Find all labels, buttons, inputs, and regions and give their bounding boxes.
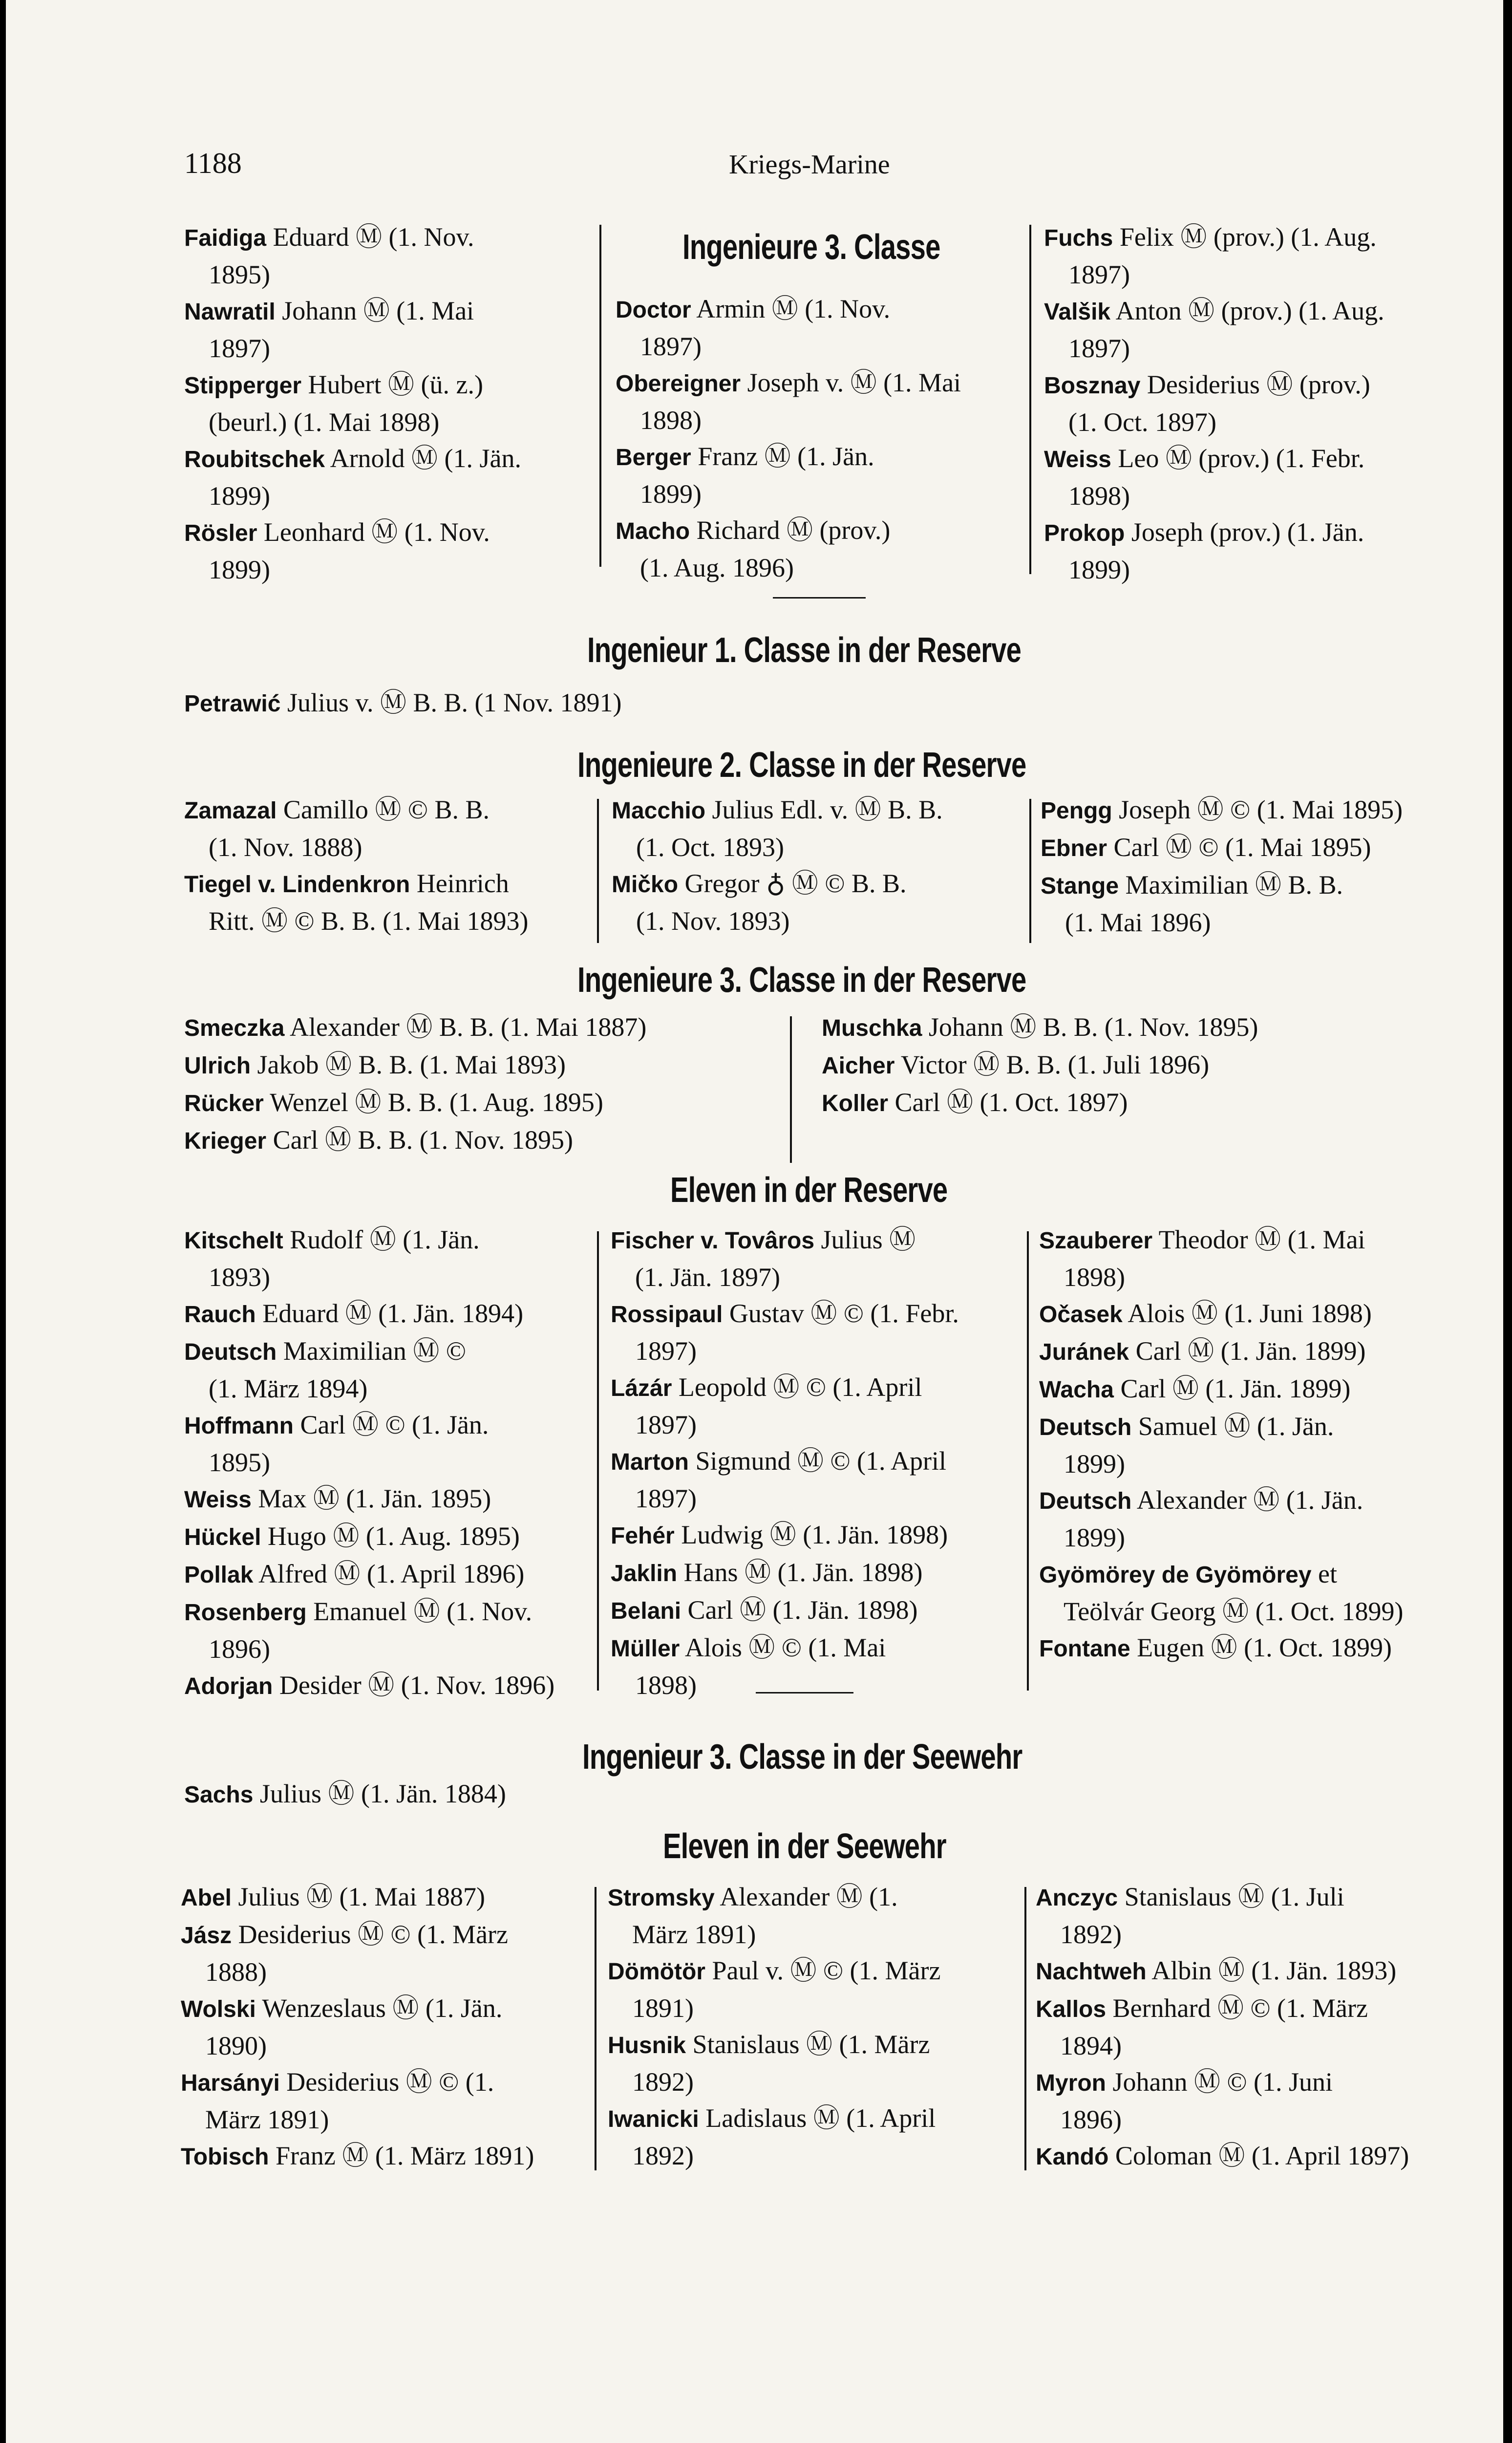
entry-continuation: 1892) [632, 2067, 694, 2097]
ing3-col-2 [822, 1009, 1423, 1122]
entry-details: Ladislaus Ⓜ (1. April [705, 2103, 936, 2133]
entry-details: Eugen Ⓜ (1. Oct. 1899) [1137, 1633, 1392, 1662]
entry-details: Maximilian Ⓜ B. B. [1125, 870, 1343, 900]
entry-details: Ludwig Ⓜ (1. Jän. 1898) [681, 1520, 948, 1549]
entry-continuation: 1888) [205, 1957, 267, 1987]
entry-details: Anton Ⓜ (prov.) (1. Aug. [1115, 296, 1384, 325]
page-number: 1188 [184, 147, 242, 179]
entry-details: Gregor ♁ Ⓜ © B. B. [684, 869, 907, 898]
entry-surname: Aicher [822, 1053, 895, 1079]
entry-surname: Prokop [1044, 520, 1125, 546]
entry-details: Wenzeslaus Ⓜ (1. Jän. [262, 1993, 503, 2023]
entry-surname: Jaklin [611, 1561, 678, 1586]
list-item [822, 1084, 1423, 1122]
top-col-3 [1044, 219, 1454, 588]
list-item [184, 1295, 595, 1333]
entry-surname: Ulrich [184, 1053, 251, 1079]
eleven-res-col-1 [184, 1222, 595, 1705]
entry-details: Bernhard Ⓜ © (1. März [1112, 1993, 1368, 2023]
column-rule [790, 1016, 792, 1163]
list-item [611, 1443, 1021, 1517]
list-item [612, 865, 1022, 939]
entry-details: Arnold Ⓜ (1. Jän. [330, 444, 522, 473]
entry-continuation: 1897) [1068, 334, 1130, 363]
entry-surname: Pollak [184, 1562, 254, 1588]
entry-details: Franz Ⓜ (1. März 1891) [275, 2141, 534, 2170]
entry-details: Alois Ⓜ (1. Juni 1898) [1128, 1299, 1372, 1328]
list-item [184, 1047, 785, 1084]
entry-details: Alexander Ⓜ (1. Jän. [1136, 1485, 1363, 1515]
list-item [611, 1222, 1021, 1295]
entry-surname: Obereigner [616, 371, 741, 397]
list-item [1044, 440, 1454, 514]
list-item [1039, 1371, 1469, 1408]
entry-details: Stanislaus Ⓜ (1. März [692, 2030, 930, 2059]
entry-continuation: 1897) [635, 1410, 697, 1439]
entry-details: Stanislaus Ⓜ (1. Juli [1124, 1882, 1344, 1911]
list-item [611, 1554, 1021, 1592]
column-rule [1029, 799, 1031, 943]
entry-surname: Stromsky [608, 1885, 715, 1911]
entry-surname: Wacha [1039, 1377, 1114, 1403]
eleven-sw-col-3 [1036, 1879, 1470, 2175]
entry-details: Carl Ⓜ B. B. (1. Nov. 1895) [273, 1125, 574, 1155]
entry-surname: Deutsch [184, 1339, 277, 1365]
list-item [822, 1047, 1423, 1084]
entry-surname: Očasek [1039, 1302, 1123, 1328]
list-item [184, 1009, 785, 1047]
entry-surname: Nachtweh [1036, 1959, 1147, 1985]
list-item [184, 293, 585, 366]
entry-surname: Kallos [1036, 1996, 1107, 2022]
list-item [612, 792, 1022, 865]
entry-surname: Fehér [611, 1523, 675, 1549]
entry-surname: Fontane [1039, 1636, 1130, 1662]
section-title-ing2-reserve: Ingenieure 2. Classe in der Reserve [577, 746, 1026, 785]
entry-surname: Rauch [184, 1302, 256, 1328]
entry-details: Eduard Ⓜ (1. Jän. 1894) [262, 1299, 524, 1328]
list-item [181, 1879, 591, 1916]
column-rule [595, 1887, 596, 2170]
entry-surname: Husnik [608, 2033, 686, 2058]
top-col-2 [616, 291, 1016, 586]
entry-surname: Mičko [612, 872, 679, 898]
entry-details: Carl Ⓜ (1. Jän. 1898) [687, 1595, 918, 1625]
ing2-col-2 [612, 792, 1022, 939]
list-item [184, 1407, 595, 1480]
list-item [181, 1990, 591, 2064]
entry-surname: Rücker [184, 1091, 264, 1116]
list-item [184, 1122, 785, 1159]
entry-continuation: 1896) [1060, 2105, 1122, 2134]
list-item [608, 2100, 1018, 2174]
divider [773, 597, 866, 599]
list-item [1041, 867, 1470, 941]
entry-continuation: 1891) [632, 1993, 694, 2023]
entry-continuation: 1892) [632, 2141, 694, 2170]
entry-continuation: 1896) [209, 1634, 270, 1664]
entry-continuation: 1898) [635, 1671, 697, 1700]
entry-details: Rudolf Ⓜ (1. Jän. [290, 1225, 480, 1254]
entry-sachs: Sachs Julius Ⓜ (1. Jän. 1884) [184, 1779, 506, 1808]
entry-surname: Berger [616, 445, 691, 471]
entry-surname: Lázár [611, 1375, 672, 1401]
entry-details: Victor Ⓜ B. B. (1. Juli 1896) [900, 1050, 1210, 1079]
list-item [1039, 1222, 1469, 1295]
book-page [6, 0, 1503, 2443]
list-item [184, 1222, 595, 1295]
entry-continuation: (1. März 1894) [209, 1374, 368, 1403]
column-rule [1027, 1231, 1029, 1691]
entry-surname: Deutsch [1039, 1414, 1132, 1440]
entry-surname: Marton [611, 1449, 689, 1475]
entry-surname: Belani [611, 1598, 681, 1624]
column-rule [597, 799, 599, 943]
entry-details: Carl Ⓜ © (1. Mai 1895) [1113, 833, 1371, 862]
list-item [1044, 293, 1454, 366]
list-item [616, 512, 1016, 586]
list-item [184, 1480, 595, 1518]
entry-continuation: Teölvár Georg Ⓜ (1. Oct. 1899) [1064, 1597, 1404, 1626]
entry-surname: Weiss [184, 1487, 252, 1513]
list-item [184, 440, 585, 514]
entry-details: Johann Ⓜ (1. Mai [282, 296, 474, 325]
entry-continuation: (1. Nov. 1888) [209, 833, 362, 862]
entry-surname: Juránek [1039, 1339, 1129, 1365]
entry-details: Maximilian Ⓜ © [283, 1336, 466, 1366]
entry-surname: Gyömörey de Gyömörey [1039, 1562, 1312, 1588]
entry-surname: Valšik [1044, 299, 1111, 325]
entry-continuation: 1898) [640, 406, 702, 435]
list-item [184, 1333, 595, 1407]
entry-continuation: 1897) [635, 1484, 697, 1513]
entry-details: Alexander Ⓜ B. B. (1. Mai 1887) [290, 1012, 647, 1042]
list-item [1041, 829, 1470, 867]
divider [756, 1692, 853, 1693]
entry-surname: Ebner [1041, 836, 1107, 861]
entry-continuation: 1898) [1064, 1263, 1125, 1292]
ing2-col-1 [184, 792, 595, 939]
entry-surname: Iwanicki [608, 2106, 699, 2132]
entry-details: Desiderius Ⓜ (prov.) [1147, 370, 1370, 399]
entry-details: Carl Ⓜ (1. Jän. 1899) [1135, 1336, 1366, 1366]
entry-surname: Macho [616, 518, 690, 544]
list-item [1044, 366, 1454, 440]
list-item [1036, 2138, 1470, 2175]
list-item [1036, 1879, 1470, 1952]
entry-surname: Rösler [184, 520, 257, 546]
entry-continuation: 1899) [1068, 555, 1130, 584]
list-item [1039, 1556, 1469, 1629]
list-item [184, 1556, 595, 1593]
entry-details: Desiderius Ⓜ © (1. März [238, 1920, 508, 1949]
list-item [1041, 792, 1470, 829]
entry-surname: Dömötör [608, 1959, 705, 1985]
entry-details: Carl Ⓜ (1. Jän. 1899) [1120, 1374, 1351, 1403]
entry-surname: Macchio [612, 798, 706, 824]
entry-continuation: 1897) [635, 1336, 697, 1366]
section-title-ingenieure-3: Ingenieure 3. Classe [682, 228, 940, 267]
entry-surname: Adorjan [184, 1673, 273, 1699]
list-item [822, 1009, 1423, 1047]
entry-details: Hans Ⓜ (1. Jän. 1898) [683, 1558, 923, 1587]
list-item [1039, 1408, 1469, 1482]
list-item [611, 1592, 1021, 1629]
entry-details: Carl Ⓜ (1. Oct. 1897) [894, 1088, 1128, 1117]
entry-surname: Myron [1036, 2070, 1106, 2096]
list-item [1036, 2064, 1470, 2138]
entry-surname: Roubitschek [184, 447, 325, 472]
entry-continuation: 1899) [1064, 1449, 1125, 1479]
entry-continuation: (1. Oct. 1893) [636, 833, 784, 862]
entry-details: Emanuel Ⓜ (1. Nov. [313, 1597, 532, 1626]
entry-surname: Doctor [616, 297, 691, 323]
entry-continuation: 1899) [209, 555, 270, 584]
entry-details: Samuel Ⓜ (1. Jän. [1138, 1412, 1334, 1441]
list-item [608, 1952, 1018, 2026]
entry-surname: Stipperger [184, 373, 302, 399]
list-item [608, 1879, 1018, 1952]
list-item [184, 1667, 595, 1705]
entry-surname: Smeczka [184, 1015, 285, 1041]
section-title-eleven-seewehr: Eleven in der Seewehr [663, 1827, 946, 1866]
entry-details: Coloman Ⓜ (1. April 1897) [1115, 2141, 1409, 2170]
entry-details: Wenzel Ⓜ B. B. (1. Aug. 1895) [270, 1088, 603, 1117]
entry-continuation: (1. Jän. 1897) [635, 1263, 780, 1292]
entry-continuation: (1. Oct. 1897) [1068, 407, 1216, 437]
entry-continuation: 1897) [209, 334, 270, 363]
entry-continuation: 1898) [1068, 481, 1130, 511]
entry-details: Albin Ⓜ (1. Jän. 1893) [1151, 1956, 1397, 1985]
entry-details: Alexander Ⓜ (1. [720, 1882, 898, 1911]
entry-details: Sigmund Ⓜ © (1. April [695, 1446, 947, 1476]
entry-details: Leopold Ⓜ © (1. April [678, 1372, 922, 1402]
list-item [616, 291, 1016, 364]
list-item [611, 1295, 1021, 1369]
running-title: Kriegs-Marine [729, 150, 890, 180]
entry-continuation: 1899) [1064, 1523, 1125, 1552]
entry-surname: Faidiga [184, 225, 267, 251]
list-item [181, 2064, 591, 2138]
entry-details: Felix Ⓜ (prov.) (1. Aug. [1119, 222, 1377, 252]
entry-surname: Hückel [184, 1524, 261, 1550]
eleven-sw-col-2 [608, 1879, 1018, 2174]
entry-surname: Harsányi [181, 2070, 280, 2096]
entry-continuation: (beurl.) (1. Mai 1898) [209, 407, 440, 437]
entry-surname: Jász [181, 1923, 232, 1949]
entry-details: Desiderius Ⓜ © (1. [286, 2067, 494, 2097]
entry-details: Joseph v. Ⓜ (1. Mai [747, 368, 961, 397]
entry-surname: Muschka [822, 1015, 922, 1041]
column-rule [597, 1231, 599, 1691]
entry-surname: Abel [181, 1885, 232, 1911]
entry-details: Eduard Ⓜ (1. Nov. [273, 222, 474, 252]
list-item [1044, 219, 1454, 293]
entry-continuation: März 1891) [632, 1920, 756, 1949]
entry-details: Leonhard Ⓜ (1. Nov. [263, 517, 490, 547]
list-item [1044, 514, 1454, 588]
column-rule [1029, 225, 1031, 574]
entry-surname: Fischer v. Tovâros [611, 1228, 815, 1254]
entry-surname: Anczyc [1036, 1885, 1118, 1911]
entry-details: Joseph Ⓜ © (1. Mai 1895) [1119, 795, 1403, 824]
list-item [184, 366, 585, 440]
entry-details: Julius Edl. v. Ⓜ B. B. [712, 795, 943, 824]
list-item [184, 219, 585, 293]
entry-continuation: 1894) [1060, 2031, 1122, 2060]
entry-details: Hugo Ⓜ (1. Aug. 1895) [267, 1522, 520, 1551]
entry-details: Camillo Ⓜ © B. B. [283, 795, 490, 824]
column-rule [1024, 1887, 1026, 2170]
list-item [184, 514, 585, 588]
entry-details: Alfred Ⓜ (1. April 1896) [258, 1559, 525, 1588]
entry-surname: Stange [1041, 873, 1119, 899]
list-item [1039, 1482, 1469, 1556]
list-item [184, 1518, 595, 1556]
entry-continuation: 1897) [1068, 260, 1130, 289]
entry-surname: Rosenberg [184, 1600, 307, 1626]
entry-surname: Pengg [1041, 798, 1112, 824]
entry-details: Gustav Ⓜ © (1. Febr. [729, 1299, 959, 1328]
eleven-res-col-3 [1039, 1222, 1469, 1667]
list-item [616, 438, 1016, 512]
entry-details: Desider Ⓜ (1. Nov. 1896) [279, 1671, 555, 1700]
section-title-ing3-seewehr: Ingenieur 3. Classe in der Seewehr [582, 1737, 1022, 1777]
entry-continuation: Ritt. Ⓜ © B. B. (1. Mai 1893) [209, 906, 529, 936]
entry-details: Julius Ⓜ (1. Mai 1887) [238, 1882, 486, 1911]
entry-details: et [1318, 1559, 1338, 1588]
entry-petrawic: Petrawić Julius v. Ⓜ B. B. (1 Nov. 1891) [184, 688, 622, 717]
entry-continuation: (1. Mai 1896) [1065, 908, 1211, 937]
list-item [181, 1916, 591, 1990]
list-item [184, 1084, 785, 1122]
entry-surname: Weiss [1044, 447, 1111, 472]
entry-details: Jakob Ⓜ B. B. (1. Mai 1893) [257, 1050, 566, 1079]
entry-details: Armin Ⓜ (1. Nov. [696, 294, 891, 323]
top-col-1 [184, 219, 585, 588]
ing2-col-3 [1041, 792, 1470, 941]
entry-details: Joseph (prov.) (1. Jän. [1131, 517, 1364, 547]
entry-details: Max Ⓜ (1. Jän. 1895) [258, 1484, 491, 1513]
entry-surname: Zamazal [184, 798, 277, 824]
list-item [608, 2026, 1018, 2100]
entry-surname: Deutsch [1039, 1488, 1132, 1514]
entry-continuation: März 1891) [205, 2105, 329, 2134]
entry-continuation: 1892) [1060, 1920, 1122, 1949]
list-item [611, 1369, 1021, 1443]
list-item [184, 865, 595, 939]
list-item [1039, 1295, 1469, 1333]
entry-details: Julius Ⓜ [821, 1225, 916, 1254]
entry-continuation: (1. Nov. 1893) [636, 906, 790, 936]
entry-continuation: 1899) [640, 479, 702, 509]
entry-surname: Rossipaul [611, 1302, 723, 1328]
eleven-res-col-2 [611, 1222, 1021, 1703]
entry-surname: Fuchs [1044, 225, 1113, 251]
entry-continuation: (1. Aug. 1896) [640, 553, 794, 582]
entry-details: Alois Ⓜ © (1. Mai [684, 1633, 886, 1662]
entry-surname: Koller [822, 1091, 889, 1116]
entry-details: Theodor Ⓜ (1. Mai [1158, 1225, 1365, 1254]
entry-continuation: 1893) [209, 1263, 270, 1292]
entry-details: Leo Ⓜ (prov.) (1. Febr. [1118, 444, 1365, 473]
entry-details: Heinrich [416, 869, 509, 898]
entry-details: Johann Ⓜ B. B. (1. Nov. 1895) [928, 1012, 1258, 1042]
list-item [611, 1517, 1021, 1554]
entry-surname: Müller [611, 1636, 680, 1662]
entry-continuation: 1895) [209, 260, 270, 289]
entry-details: Franz Ⓜ (1. Jän. [698, 442, 874, 471]
entry-surname: Kitschelt [184, 1228, 283, 1254]
entry-details: Carl Ⓜ © (1. Jän. [300, 1410, 489, 1439]
list-item [184, 792, 595, 865]
entry-continuation: 1899) [209, 481, 270, 511]
entry-surname: Krieger [184, 1128, 267, 1154]
entry-surname: Szauberer [1039, 1228, 1153, 1254]
section-title-ing1-reserve: Ingenieur 1. Classe in der Reserve [587, 631, 1022, 670]
entry-continuation: 1897) [640, 332, 702, 361]
section-title-eleven-reserve: Eleven in der Reserve [670, 1171, 948, 1210]
entry-surname: Tiegel v. Lindenkron [184, 872, 410, 898]
list-item [1039, 1629, 1469, 1667]
list-item [181, 2138, 591, 2175]
list-item [616, 364, 1016, 438]
section-title-ing3-reserve: Ingenieure 3. Classe in der Reserve [577, 961, 1026, 1000]
entry-details: Johann Ⓜ © (1. Juni [1112, 2067, 1333, 2097]
eleven-sw-col-1 [181, 1879, 591, 2175]
entry-surname: Nawratil [184, 299, 276, 325]
column-rule [599, 225, 601, 567]
entry-details: Paul v. Ⓜ © (1. März [712, 1956, 941, 1985]
list-item [1036, 1952, 1470, 1990]
list-item [184, 1593, 595, 1667]
entry-surname: Bosznay [1044, 373, 1141, 399]
entry-continuation: 1895) [209, 1448, 270, 1477]
entry-surname: Tobisch [181, 2144, 269, 2170]
list-item [1039, 1333, 1469, 1371]
list-item [1036, 1990, 1470, 2064]
entry-details: Hubert Ⓜ (ü. z.) [308, 370, 483, 399]
entry-details: Richard Ⓜ (prov.) [696, 515, 891, 545]
entry-continuation: 1890) [205, 2031, 267, 2060]
entry-surname: Hoffmann [184, 1413, 294, 1439]
ing3-col-1 [184, 1009, 785, 1159]
entry-surname: Wolski [181, 1996, 256, 2022]
entry-surname: Kandó [1036, 2144, 1109, 2170]
